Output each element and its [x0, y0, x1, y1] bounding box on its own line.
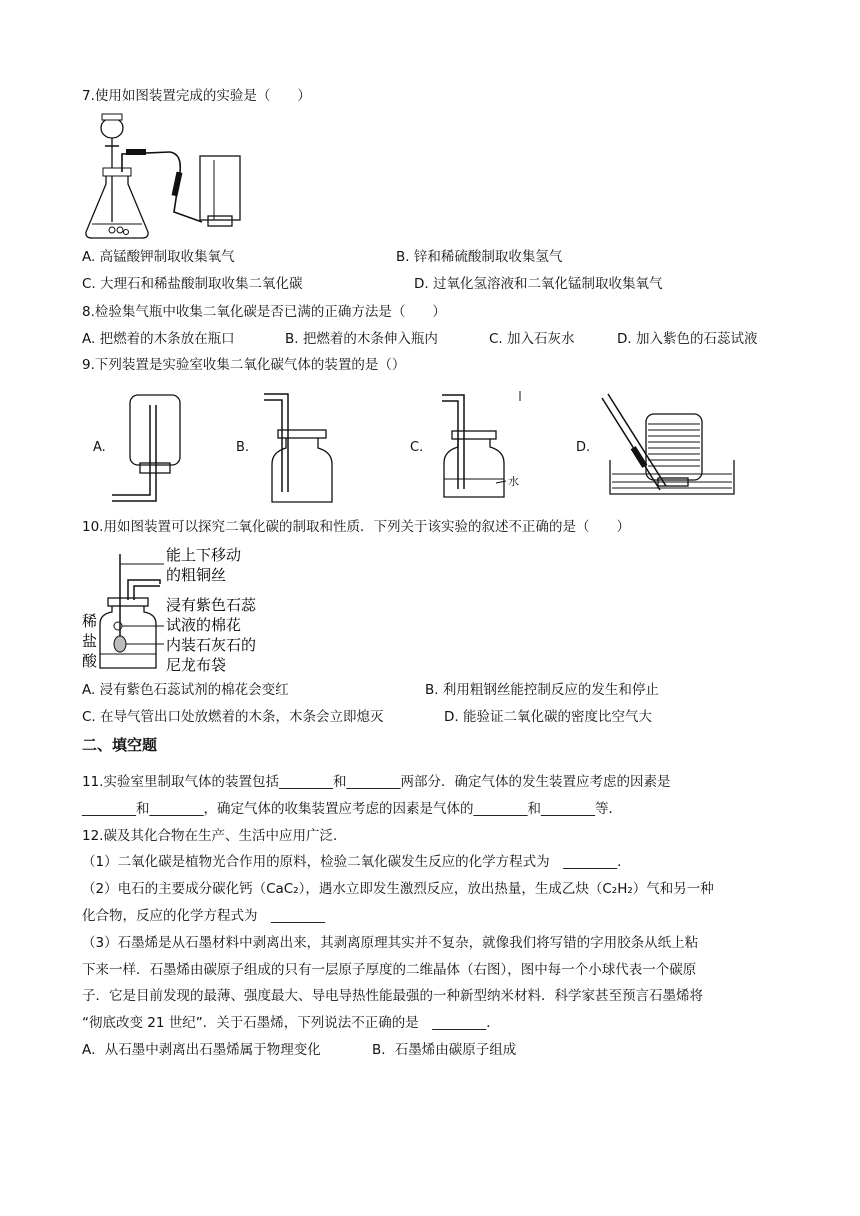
- q10-side-label-2: 盐: [82, 632, 98, 650]
- q11-line-1: 11.实验室里制取气体的装置包括________和________两部分．确定气体的发生装置应考虑的因素是: [82, 774, 671, 790]
- q9-label-b: B.: [236, 440, 250, 455]
- q7-apparatus-figure: [82, 112, 252, 242]
- q9-apparatus-a: [110, 385, 190, 505]
- q10-label-cotton-1: 浸有紫色石蕊: [166, 596, 257, 614]
- q9-label-a: A.: [93, 440, 106, 455]
- q10-option-b[interactable]: B. 利用粗钢丝能控制反应的发生和停止: [425, 682, 659, 698]
- q7-option-a[interactable]: A. 高锰酸钾制取收集氧气: [82, 249, 235, 265]
- q8-option-b[interactable]: B. 把燃着的木条伸入瓶内: [285, 331, 438, 347]
- q11-line-2: ________和________，确定气体的收集装置应考虑的因素是气体的________和________等．: [82, 801, 622, 817]
- q8-stem: 8.检验集气瓶中收集二氧化碳是否已满的正确方法是（ ）: [82, 304, 446, 320]
- q10-label-bag-2: 尼龙布袋: [166, 656, 227, 674]
- q9-apparatus-d: [596, 390, 746, 510]
- q10-side-label-1: 稀: [82, 612, 98, 630]
- q12-part3-line1: （3）石墨烯是从石墨材料中剥离出来，其剥离原理其实并不复杂，就像我们将写错的字用胶条从纸上粘: [82, 935, 699, 951]
- q8-option-c[interactable]: C. 加入石灰水: [489, 331, 575, 347]
- q8-option-d[interactable]: D. 加入紫色的石蕊试液: [617, 331, 758, 347]
- q10-apparatus-figure: [82, 546, 282, 676]
- section-title: 二、填空题: [82, 736, 158, 754]
- q10-label-cotton-2: 试液的棉花: [166, 616, 242, 634]
- q12-part3-line3: 子．它是目前发现的最薄、强度最大、导电导热性能最强的一种新型纳米材料．科学家甚至预言石墨烯将: [82, 988, 703, 1004]
- q10-side-label-3: 酸: [82, 652, 98, 670]
- q9-stem: 9.下列装置是实验室收集二氧化碳气体的装置的是（）: [82, 357, 406, 373]
- q12-option-b[interactable]: B．石墨烯由碳原子组成: [372, 1042, 517, 1058]
- q10-option-d[interactable]: D. 能验证二氧化碳的密度比空气大: [444, 709, 652, 725]
- q12-part2-line2: 化合物，反应的化学方程式为 ________: [82, 908, 325, 924]
- q10-label-wire-1: 能上下移动: [166, 546, 242, 564]
- q12-option-a[interactable]: A．从石墨中剥离出石墨烯属于物理变化: [82, 1042, 321, 1058]
- q8-option-a[interactable]: A. 把燃着的木条放在瓶口: [82, 331, 235, 347]
- q9-water-label: 水: [508, 475, 519, 488]
- q10-label-bag-1: 内装石灰石的: [166, 636, 257, 654]
- q12-stem: 12.碳及其化合物在生产、生活中应用广泛．: [82, 828, 347, 844]
- q9-apparatus-c: [436, 385, 536, 515]
- q10-label-wire-2: 的粗铜丝: [166, 566, 227, 584]
- q12-part1: （1）二氧化碳是植物光合作用的原料，检验二氧化碳发生反应的化学方程式为 ________．: [82, 854, 631, 870]
- q7-option-b[interactable]: B. 锌和稀硫酸制取收集氢气: [396, 249, 563, 265]
- q9-apparatus-b: [258, 390, 338, 510]
- q7-option-d[interactable]: D. 过氧化氢溶液和二氧化锰制取收集氧气: [414, 276, 663, 292]
- q7-stem: 7.使用如图装置完成的实验是（ ）: [82, 88, 311, 104]
- q10-option-a[interactable]: A. 浸有紫色石蕊试剂的棉花会变红: [82, 682, 289, 698]
- q9-label-c: C.: [410, 440, 424, 455]
- q12-part3-line2: 下来一样．石墨烯由碳原子组成的只有一层原子厚度的二维晶体（右图），图中每一个小球代表一个碳原: [82, 962, 697, 978]
- q12-part2-line1: （2）电石的主要成分碳化钙（CaC₂），遇水立即发生激烈反应，放出热量，生成乙炔（C₂H₂）气和另一种: [82, 881, 714, 897]
- q12-part3-line4: “彻底改变 21 世纪”．关于石墨烯，下列说法不正确的是 ________．: [82, 1015, 500, 1031]
- q9-label-d: D.: [576, 440, 591, 455]
- q7-option-c[interactable]: C. 大理石和稀盐酸制取收集二氧化碳: [82, 276, 303, 292]
- q10-stem: 10.用如图装置可以探究二氧化碳的制取和性质．下列关于该实验的叙述不正确的是（ ）: [82, 519, 630, 535]
- q10-option-c[interactable]: C. 在导气管出口处放燃着的木条，木条会立即熄灭: [82, 709, 384, 725]
